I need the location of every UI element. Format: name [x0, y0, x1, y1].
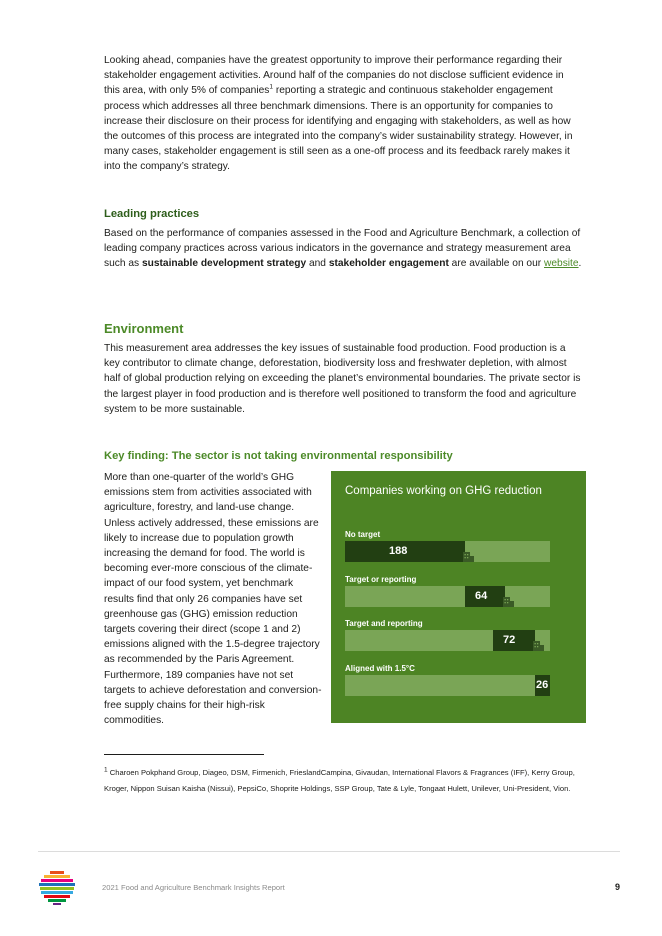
footnote-divider: [104, 754, 264, 755]
leading-bold-2: stakeholder engagement: [328, 258, 449, 270]
footnote-ref: 1: [269, 84, 273, 92]
environment-paragraph: This measurement area addresses the key issues of sustainable food production. Food production is a key contributor to climate change, deforestation, biodiversity loss and freshwater depletion, with almost half of global production relying on exceeding the planet’s environmental boundaries. The private sector is the largest player in food production and is therefore well positioned to transform the food and agriculture system to be more sustainable.: [104, 343, 581, 415]
wba-logo-icon: [38, 870, 78, 906]
leading-text-4: .: [578, 258, 582, 270]
leading-practices-paragraph: [104, 226, 582, 272]
chart-bar-track: [345, 630, 550, 651]
footnote-mark: 1: [104, 766, 108, 774]
key-finding-heading: Key finding: The sector is not taking environmental responsibility: [104, 450, 453, 462]
building-icon: [533, 638, 544, 651]
building-icon: [503, 594, 514, 607]
environment-heading: Environment: [104, 321, 184, 336]
intro-text-2: reporting a strategic and continuous stakeholder engagement process which addresses all three benchmark dimensions. There is an opportunity for companies to increase their disclosure on their process for identifying and engaging with stakeholders, as well as how the outcomes of this process are integrated into the company’s wider sustainability strategy. However, in many cases, stakeholder engagement is still seen as a one-off process and its feedback rarely makes it into the company’s strategy.: [104, 85, 573, 173]
chart-bar-track: [345, 586, 550, 607]
chart-value-label: 188: [389, 545, 408, 557]
chart-category-label: No target: [345, 530, 381, 539]
key-finding-paragraph: More than one-quarter of the world’s GHG emissions stem from activities associated with agriculture, forestry, and land-use change. Unless actively addressed, these emissions are likely to increase due to population growth increasing the demand for food. The world is becoming ever-more conscious of the climate-impact of our food system, yet benchmark results find that only 26 companies have set greenhouse gas (GHG) emission reduction targets covering their direct (scope 1 and 2) emissions aligned with the 1.5-degree trajectory as recommended by the Paris Agreement. Furthermore, 189 companies have not set targets to achieve deforestation and conversion-free supply chains for their high-risk commodities.: [104, 472, 322, 727]
website-link[interactable]: website: [544, 258, 579, 270]
footer-report-title: 2021 Food and Agriculture Benchmark Insights Report: [102, 883, 285, 892]
footnote-text: Charoen Pokphand Group, Diageo, DSM, Firmenich, FrieslandCampina, Givaudan, International Flavors & Fragrances (IFF), Kerry Group, Kroger, Nippon Suisan Kaisha (Nissui), PepsiCo, Shoprite Holdings, SSP Group, Tate & Lyle, Tongaat Hulett, Unilever, Uni-President, Vion.: [104, 768, 575, 793]
leading-practices-heading: Leading practices: [104, 208, 200, 220]
leading-text-3: are available on our: [448, 258, 544, 270]
chart-bar-track: [345, 675, 550, 696]
footer-divider: [38, 851, 620, 852]
chart-value-label: 26: [536, 678, 549, 691]
chart-category-label: Target and reporting: [345, 619, 423, 628]
intro-text-1: Looking ahead, companies have the greatest opportunity to improve their performance regarding their stakeholder engagement activities. Around half of the companies do not disclose sufficient evidence in this area, with only 5% of companies: [104, 55, 564, 97]
chart-value-label: 64: [475, 589, 488, 602]
chart-bar-track: [345, 541, 550, 562]
chart-category-label: Aligned with 1.5°C: [345, 663, 415, 673]
chart-category-label: Target or reporting: [345, 574, 417, 584]
building-icon: [463, 549, 474, 562]
leading-text-1: Based on the performance of companies assessed in the Food and Agriculture Benchmark, a collection of leading company practices across various indicators in the governance and strategy measurement area such as: [104, 228, 581, 270]
footnote: [104, 765, 582, 797]
chart-value-label: 72: [503, 634, 516, 646]
intro-paragraph: [104, 53, 582, 175]
leading-text-2: and: [306, 258, 329, 270]
page-number: 9: [615, 882, 621, 892]
leading-bold-1: sustainable development strategy: [141, 258, 307, 270]
chart-title: Companies working on GHG reduction: [345, 485, 542, 497]
ghg-chart: [331, 471, 586, 723]
